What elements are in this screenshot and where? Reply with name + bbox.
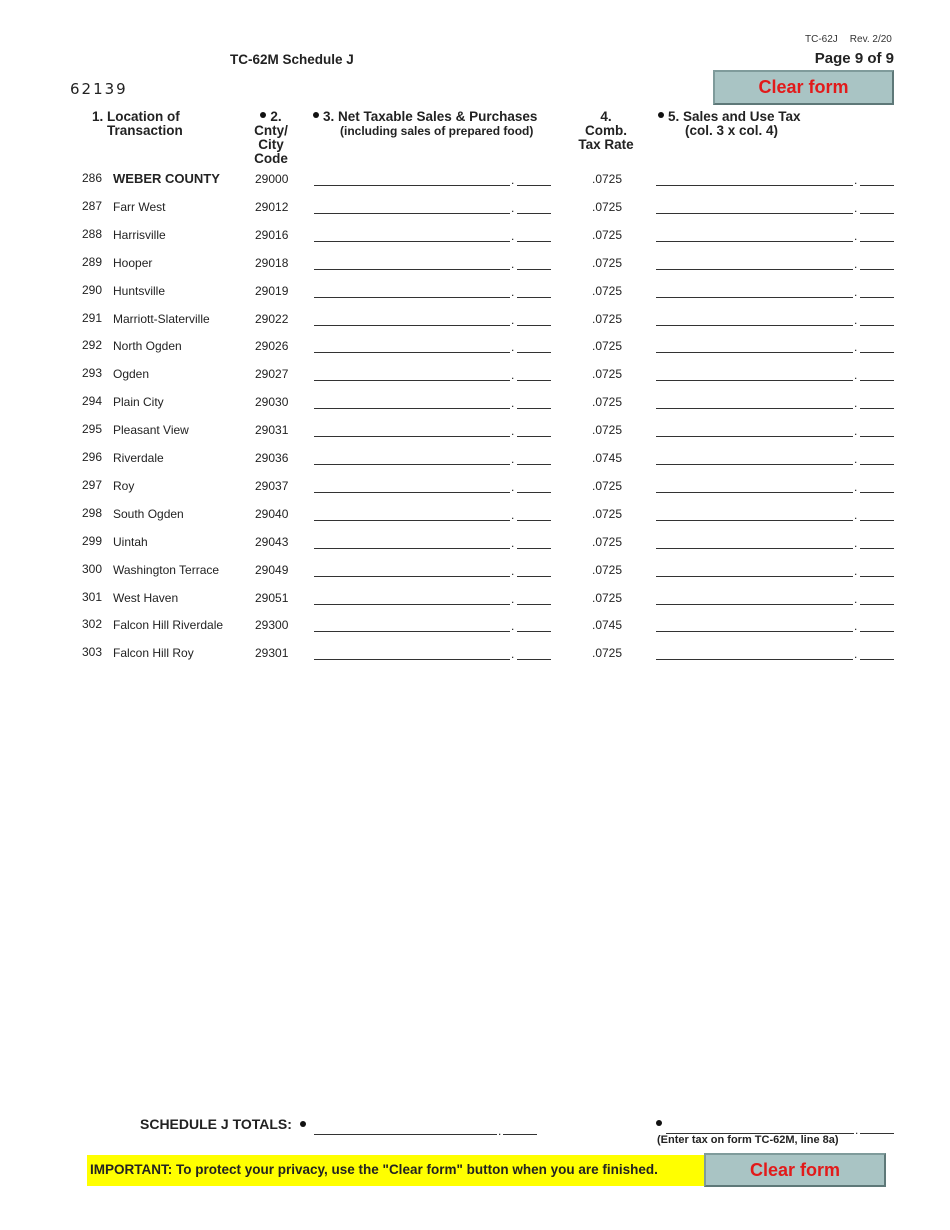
- col1-line1: 1. Location of: [92, 109, 180, 124]
- tax-rate: .0725: [592, 199, 623, 214]
- location-name: Plain City: [113, 395, 164, 410]
- city-code: 29000: [255, 172, 289, 186]
- table-row: [0, 422, 950, 454]
- decimal-point: .: [498, 1124, 502, 1138]
- sales-use-tax-dollars-input[interactable]: [656, 398, 853, 409]
- tax-rate: .0725: [592, 478, 623, 493]
- tax-rate: .0725: [592, 506, 623, 521]
- col5-line2: (col. 3 x col. 4): [685, 123, 779, 138]
- city-code: 29012: [255, 199, 289, 214]
- net-taxable-cents-input[interactable]: [517, 510, 551, 521]
- col4-line2: Comb.: [585, 123, 627, 138]
- tax-rate: .0725: [592, 367, 623, 382]
- table-row: [0, 394, 950, 426]
- net-taxable-cents-input[interactable]: [517, 649, 551, 660]
- tax-rate: .0745: [592, 618, 623, 633]
- sales-use-tax-dollars-input[interactable]: [656, 454, 853, 465]
- form-code-text: TC-62J: [805, 34, 838, 45]
- sales-use-tax-cents-input[interactable]: [860, 203, 894, 214]
- net-taxable-dollars-input[interactable]: [314, 510, 510, 521]
- city-code: 29036: [255, 451, 289, 465]
- required-bullet-icon: [313, 112, 319, 118]
- table-row: [0, 254, 950, 287]
- net-taxable-cents-input[interactable]: [517, 315, 551, 326]
- line-number: 286: [82, 171, 103, 185]
- tax-rate: .0725: [592, 423, 623, 438]
- sales-use-tax-dollars-input[interactable]: [656, 259, 853, 270]
- location-name: Hooper: [113, 255, 153, 270]
- location-name: Farr West: [113, 199, 166, 214]
- decimal-point: .: [854, 396, 858, 411]
- net-taxable-cents-input[interactable]: [517, 287, 551, 298]
- sales-use-tax-dollars-input[interactable]: [656, 510, 853, 521]
- table-row: [0, 533, 950, 566]
- sales-use-tax-dollars-input[interactable]: [656, 175, 853, 186]
- table-row: [0, 477, 950, 510]
- net-taxable-dollars-input[interactable]: [314, 398, 510, 409]
- line-number: 302: [82, 617, 103, 632]
- line-number: 288: [82, 226, 103, 241]
- decimal-point: .: [511, 200, 515, 215]
- form-number: 62139: [70, 80, 128, 98]
- net-taxable-cents-input[interactable]: [517, 370, 551, 381]
- col3-line1: 3. Net Taxable Sales & Purchases: [323, 109, 538, 124]
- clear-form-button[interactable]: Clear form: [713, 70, 894, 105]
- location-name: Falcon Hill Riverdale: [113, 618, 224, 633]
- sales-use-tax-dollars-input[interactable]: [656, 482, 853, 493]
- decimal-point: .: [511, 173, 515, 187]
- sales-use-tax-cents-input[interactable]: [860, 538, 894, 549]
- sales-use-tax-dollars-input[interactable]: [656, 370, 853, 381]
- decimal-point: .: [854, 173, 858, 187]
- total-tax-dollars-input[interactable]: [666, 1123, 854, 1134]
- net-taxable-dollars-input[interactable]: [314, 315, 510, 326]
- line-number: 296: [82, 450, 103, 464]
- col4-line1: 4.: [600, 109, 612, 124]
- sales-use-tax-cents-input[interactable]: [860, 370, 894, 381]
- table-row: [0, 282, 950, 315]
- tax-rate: .0725: [592, 534, 623, 549]
- city-code: 29043: [255, 534, 289, 549]
- col2-line3: City: [258, 137, 284, 152]
- sales-use-tax-cents-input[interactable]: [860, 510, 894, 521]
- location-name: West Haven: [113, 590, 179, 605]
- sales-use-tax-cents-input[interactable]: [860, 621, 894, 632]
- col5-line1: 5. Sales and Use Tax: [668, 109, 801, 124]
- decimal-point: .: [511, 312, 515, 327]
- line-number: 297: [82, 477, 103, 492]
- clear-form-button-bottom[interactable]: Clear form: [704, 1153, 886, 1187]
- sales-use-tax-cents-input[interactable]: [860, 175, 894, 186]
- sales-use-tax-cents-input[interactable]: [860, 231, 894, 242]
- decimal-point: .: [854, 479, 858, 494]
- table-row: [0, 366, 950, 398]
- sales-use-tax-dollars-input[interactable]: [656, 594, 853, 605]
- location-name: South Ogden: [113, 506, 184, 521]
- sales-use-tax-cents-input[interactable]: [860, 566, 894, 577]
- table-row: [0, 171, 950, 203]
- column-header-net-taxable: [313, 110, 537, 138]
- required-bullet-icon: [300, 1121, 306, 1127]
- sales-use-tax-cents-input[interactable]: [860, 287, 894, 298]
- decimal-point: .: [511, 479, 515, 494]
- sales-use-tax-cents-input[interactable]: [860, 454, 894, 465]
- net-taxable-dollars-input[interactable]: [314, 175, 510, 186]
- line-number: 293: [82, 366, 103, 381]
- line-number: 287: [82, 198, 103, 213]
- table-row: [0, 450, 950, 482]
- line-number: 290: [82, 282, 103, 297]
- col2-line1: 2.: [270, 109, 282, 124]
- line-number: 292: [82, 338, 103, 353]
- sales-use-tax-dollars-input[interactable]: [656, 426, 853, 437]
- tax-rate: .0725: [592, 311, 623, 326]
- net-taxable-cents-input[interactable]: [517, 203, 551, 214]
- location-name: Uintah: [113, 534, 148, 549]
- decimal-point: .: [854, 452, 858, 466]
- col4-line3: Tax Rate: [578, 137, 634, 152]
- location-name: Pleasant View: [113, 423, 189, 438]
- sales-use-tax-cents-input[interactable]: [860, 342, 894, 353]
- tax-rate: .0725: [592, 339, 623, 354]
- totals-label: SCHEDULE J TOTALS:: [140, 1116, 292, 1132]
- required-bullet-icon: [656, 1120, 662, 1126]
- net-taxable-cents-input[interactable]: [517, 342, 551, 353]
- net-taxable-dollars-input[interactable]: [314, 370, 510, 381]
- location-name: Falcon Hill Roy: [113, 646, 194, 661]
- net-taxable-dollars-input[interactable]: [314, 454, 510, 465]
- line-number: 303: [82, 645, 103, 660]
- city-code: 29040: [255, 506, 289, 521]
- total-tax-cents-input[interactable]: [860, 1123, 894, 1134]
- sales-use-tax-dollars-input[interactable]: [656, 287, 853, 298]
- net-taxable-cents-input[interactable]: [517, 621, 551, 632]
- decimal-point: .: [511, 424, 515, 439]
- net-taxable-cents-input[interactable]: [517, 259, 551, 270]
- decimal-point: .: [511, 284, 515, 299]
- net-taxable-dollars-input[interactable]: [314, 259, 510, 270]
- required-bullet-icon: [658, 112, 664, 118]
- line-number: 301: [82, 589, 103, 604]
- city-code: 29049: [255, 562, 289, 577]
- sales-use-tax-cents-input[interactable]: [860, 649, 894, 660]
- decimal-point: .: [854, 535, 858, 550]
- page-number: Page 9 of 9: [814, 50, 894, 67]
- decimal-point: .: [511, 535, 515, 550]
- net-taxable-cents-input[interactable]: [517, 566, 551, 577]
- sales-use-tax-dollars-input[interactable]: [656, 203, 853, 214]
- revision-text: Rev. 2/20: [849, 34, 892, 45]
- decimal-point: .: [855, 1123, 859, 1137]
- location-name: North Ogden: [113, 339, 182, 354]
- sales-use-tax-cents-input[interactable]: [860, 426, 894, 437]
- city-code: 29030: [255, 395, 289, 410]
- net-taxable-cents-input[interactable]: [517, 426, 551, 437]
- net-taxable-cents-input[interactable]: [517, 482, 551, 493]
- col2-line2: Cnty/: [254, 123, 288, 138]
- tax-rate: .0725: [592, 283, 623, 298]
- net-taxable-cents-input[interactable]: [517, 398, 551, 409]
- col1-line2: Transaction: [107, 123, 183, 138]
- city-code: 29018: [255, 255, 289, 270]
- decimal-point: .: [854, 284, 858, 299]
- sales-use-tax-cents-input[interactable]: [860, 259, 894, 270]
- city-code: 29051: [255, 590, 289, 605]
- line-number: 299: [82, 533, 103, 548]
- location-name: Riverdale: [113, 451, 164, 465]
- decimal-point: .: [511, 619, 515, 634]
- table-row: [0, 505, 950, 538]
- location-name: Huntsville: [113, 283, 166, 298]
- sales-use-tax-dollars-input[interactable]: [656, 649, 853, 660]
- line-number: 294: [82, 394, 103, 409]
- column-header-sales-use-tax: [658, 110, 801, 138]
- decimal-point: .: [854, 256, 858, 271]
- city-code: 29027: [255, 367, 289, 382]
- decimal-point: .: [511, 647, 515, 662]
- tax-rate: .0725: [592, 255, 623, 270]
- table-row: [0, 338, 950, 370]
- location-name: WEBER COUNTY: [113, 171, 220, 186]
- enter-tax-note: (Enter tax on form TC-62M, line 8a): [657, 1134, 839, 1146]
- decimal-point: .: [511, 452, 515, 466]
- decimal-point: .: [511, 591, 515, 606]
- column-header-code: [252, 110, 290, 166]
- sales-use-tax-dollars-input[interactable]: [656, 538, 853, 549]
- total-net-taxable-cents-input[interactable]: [503, 1124, 537, 1135]
- location-name: Roy: [113, 478, 135, 493]
- decimal-point: .: [511, 256, 515, 271]
- net-taxable-dollars-input[interactable]: [314, 621, 510, 632]
- privacy-notice: IMPORTANT: To protect your privacy, use the "Clear form" button when you are finished.: [87, 1155, 704, 1186]
- sales-use-tax-dollars-input[interactable]: [656, 315, 853, 326]
- table-row: [0, 645, 950, 677]
- table-row: [0, 310, 950, 343]
- decimal-point: .: [511, 368, 515, 383]
- net-taxable-cents-input[interactable]: [517, 231, 551, 242]
- city-code: 29022: [255, 311, 289, 326]
- column-header-location: [92, 110, 183, 138]
- tax-rate: .0725: [592, 590, 623, 605]
- line-number: 295: [82, 422, 103, 437]
- decimal-point: .: [854, 228, 858, 243]
- sales-use-tax-cents-input[interactable]: [860, 594, 894, 605]
- decimal-point: .: [511, 228, 515, 243]
- sales-use-tax-cents-input[interactable]: [860, 315, 894, 326]
- net-taxable-dollars-input[interactable]: [314, 342, 510, 353]
- sales-use-tax-dollars-input[interactable]: [656, 342, 853, 353]
- net-taxable-dollars-input[interactable]: [314, 566, 510, 577]
- location-name: Marriott-Slaterville: [113, 311, 210, 326]
- decimal-point: .: [854, 200, 858, 215]
- net-taxable-cents-input[interactable]: [517, 454, 551, 465]
- decimal-point: .: [511, 563, 515, 578]
- net-taxable-dollars-input[interactable]: [314, 538, 510, 549]
- tax-rate: .0745: [592, 451, 623, 465]
- net-taxable-cents-input[interactable]: [517, 594, 551, 605]
- net-taxable-dollars-input[interactable]: [314, 649, 510, 660]
- city-code: 29037: [255, 478, 289, 493]
- tax-rate: .0725: [592, 562, 623, 577]
- decimal-point: .: [854, 340, 858, 355]
- line-number: 300: [82, 561, 103, 576]
- location-name: Washington Terrace: [113, 562, 220, 577]
- city-code: 29016: [255, 227, 289, 242]
- sales-use-tax-dollars-input[interactable]: [656, 231, 853, 242]
- decimal-point: .: [511, 507, 515, 522]
- decimal-point: .: [854, 619, 858, 634]
- tax-rate: .0725: [592, 227, 623, 242]
- decimal-point: .: [854, 424, 858, 439]
- tax-rate: .0725: [592, 172, 623, 186]
- city-code: 29026: [255, 339, 289, 354]
- table-row: [0, 226, 950, 259]
- net-taxable-cents-input[interactable]: [517, 175, 551, 186]
- city-code: 29301: [255, 646, 289, 661]
- net-taxable-dollars-input[interactable]: [314, 287, 510, 298]
- net-taxable-cents-input[interactable]: [517, 538, 551, 549]
- tax-rate: .0725: [592, 646, 623, 661]
- city-code: 29300: [255, 618, 289, 633]
- sales-use-tax-cents-input[interactable]: [860, 482, 894, 493]
- form-code: [805, 34, 892, 45]
- decimal-point: .: [511, 340, 515, 355]
- sales-use-tax-cents-input[interactable]: [860, 398, 894, 409]
- decimal-point: .: [511, 396, 515, 411]
- line-number: 298: [82, 505, 103, 520]
- line-number: 291: [82, 310, 103, 325]
- net-taxable-dollars-input[interactable]: [314, 426, 510, 437]
- decimal-point: .: [854, 507, 858, 522]
- table-row: [0, 589, 950, 622]
- total-net-taxable-dollars-input[interactable]: [314, 1124, 497, 1135]
- sales-use-tax-dollars-input[interactable]: [656, 566, 853, 577]
- net-taxable-dollars-input[interactable]: [314, 594, 510, 605]
- required-bullet-icon: [260, 112, 266, 118]
- tax-rate: .0725: [592, 395, 623, 410]
- decimal-point: .: [854, 368, 858, 383]
- decimal-point: .: [854, 591, 858, 606]
- line-number: 289: [82, 254, 103, 269]
- schedule-title: TC-62M Schedule J: [230, 52, 354, 67]
- city-code: 29031: [255, 423, 289, 438]
- col2-line4: Code: [254, 151, 288, 166]
- decimal-point: .: [854, 312, 858, 327]
- location-name: Harrisville: [113, 227, 166, 242]
- net-taxable-dollars-input[interactable]: [314, 231, 510, 242]
- col3-line2: (including sales of prepared food): [340, 124, 534, 138]
- decimal-point: .: [854, 647, 858, 662]
- table-row: [0, 561, 950, 594]
- table-row: [0, 198, 950, 231]
- city-code: 29019: [255, 283, 289, 298]
- net-taxable-dollars-input[interactable]: [314, 482, 510, 493]
- table-row: [0, 617, 950, 649]
- column-header-tax-rate: [576, 110, 636, 152]
- location-name: Ogden: [113, 367, 150, 382]
- sales-use-tax-dollars-input[interactable]: [656, 621, 853, 632]
- net-taxable-dollars-input[interactable]: [314, 203, 510, 214]
- decimal-point: .: [854, 563, 858, 578]
